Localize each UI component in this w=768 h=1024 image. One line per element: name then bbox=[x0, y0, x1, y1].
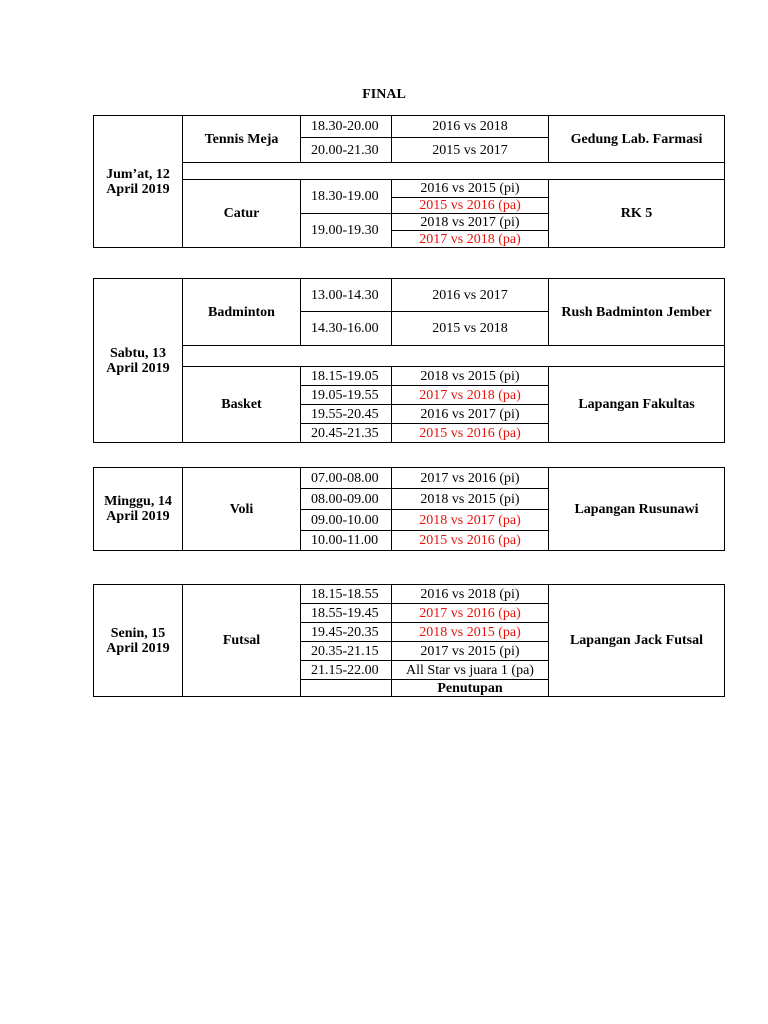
day-cell: Jum’at, 12 April 2019 bbox=[94, 116, 183, 248]
time-cell: 18.15-19.05 bbox=[301, 367, 392, 386]
sport-name: Basket bbox=[183, 367, 301, 443]
time-cell: 19.00-19.30 bbox=[301, 214, 392, 248]
sport-name: Voli bbox=[183, 468, 301, 551]
separator-cell bbox=[183, 346, 725, 367]
venue-cell: Gedung Lab. Farmasi bbox=[549, 116, 725, 163]
day-cell: Senin, 15 April 2019 bbox=[94, 585, 183, 697]
match-cell: 2015 vs 2018 bbox=[392, 312, 549, 346]
time-cell: 20.35-21.15 bbox=[301, 642, 392, 661]
day-cell: Minggu, 14 April 2019 bbox=[94, 468, 183, 551]
match-cell: 2018 vs 2015 (pa) bbox=[392, 623, 549, 642]
time-cell: 18.55-19.45 bbox=[301, 604, 392, 623]
match-cell: 2015 vs 2017 bbox=[392, 138, 549, 163]
match-cell: 2018 vs 2015 (pi) bbox=[392, 489, 549, 510]
sport-name: Tennis Meja bbox=[183, 116, 301, 163]
match-cell: 2015 vs 2016 (pa) bbox=[392, 424, 549, 443]
time-cell: 10.00-11.00 bbox=[301, 531, 392, 551]
match-cell: 2017 vs 2018 (pa) bbox=[392, 386, 549, 405]
time-cell: 07.00-08.00 bbox=[301, 468, 392, 489]
schedule-table-friday bbox=[93, 115, 725, 248]
match-cell: 2017 vs 2016 (pa) bbox=[392, 604, 549, 623]
match-cell: 2017 vs 2018 (pa) bbox=[392, 231, 549, 248]
time-cell: 19.45-20.35 bbox=[301, 623, 392, 642]
time-cell: 09.00-10.00 bbox=[301, 510, 392, 531]
schedule-table-saturday bbox=[93, 278, 725, 443]
empty-time-cell bbox=[301, 680, 392, 697]
match-cell: 2015 vs 2016 (pa) bbox=[392, 198, 549, 214]
time-cell: 20.00-21.30 bbox=[301, 138, 392, 163]
time-cell: 14.30-16.00 bbox=[301, 312, 392, 346]
match-cell: 2018 vs 2015 (pi) bbox=[392, 367, 549, 386]
venue-cell: RK 5 bbox=[549, 180, 725, 248]
sport-name: Futsal bbox=[183, 585, 301, 697]
time-cell: 18.30-20.00 bbox=[301, 116, 392, 138]
match-cell: 2016 vs 2017 bbox=[392, 279, 549, 312]
closing-cell: Penutupan bbox=[392, 680, 549, 697]
schedule-table-sunday bbox=[93, 467, 725, 551]
time-cell: 19.55-20.45 bbox=[301, 405, 392, 424]
day-cell: Sabtu, 13 April 2019 bbox=[94, 279, 183, 443]
match-cell: 2017 vs 2015 (pi) bbox=[392, 642, 549, 661]
venue-cell: Rush Badminton Jember bbox=[549, 279, 725, 346]
time-cell: 18.15-18.55 bbox=[301, 585, 392, 604]
time-cell: 21.15-22.00 bbox=[301, 661, 392, 680]
match-cell: All Star vs juara 1 (pa) bbox=[392, 661, 549, 680]
match-cell: 2018 vs 2017 (pa) bbox=[392, 510, 549, 531]
separator-row bbox=[94, 163, 725, 180]
venue-cell: Lapangan Rusunawi bbox=[549, 468, 725, 551]
sport-name: Badminton bbox=[183, 279, 301, 346]
time-cell: 08.00-09.00 bbox=[301, 489, 392, 510]
time-cell: 13.00-14.30 bbox=[301, 279, 392, 312]
schedule-table-monday bbox=[93, 584, 725, 697]
page-title: FINAL bbox=[362, 87, 406, 102]
match-cell: 2016 vs 2018 bbox=[392, 116, 549, 138]
match-cell: 2015 vs 2016 (pa) bbox=[392, 531, 549, 551]
match-cell: 2016 vs 2018 (pi) bbox=[392, 585, 549, 604]
match-cell: 2016 vs 2017 (pi) bbox=[392, 405, 549, 424]
match-cell: 2017 vs 2016 (pi) bbox=[392, 468, 549, 489]
match-cell: 2018 vs 2017 (pi) bbox=[392, 214, 549, 231]
time-cell: 20.45-21.35 bbox=[301, 424, 392, 443]
match-cell: 2016 vs 2015 (pi) bbox=[392, 180, 549, 198]
venue-cell: Lapangan Fakultas bbox=[549, 367, 725, 443]
time-cell: 18.30-19.00 bbox=[301, 180, 392, 214]
venue-cell: Lapangan Jack Futsal bbox=[549, 585, 725, 697]
separator-cell bbox=[183, 163, 725, 180]
separator-row bbox=[94, 346, 725, 367]
time-cell: 19.05-19.55 bbox=[301, 386, 392, 405]
sport-name: Catur bbox=[183, 180, 301, 248]
